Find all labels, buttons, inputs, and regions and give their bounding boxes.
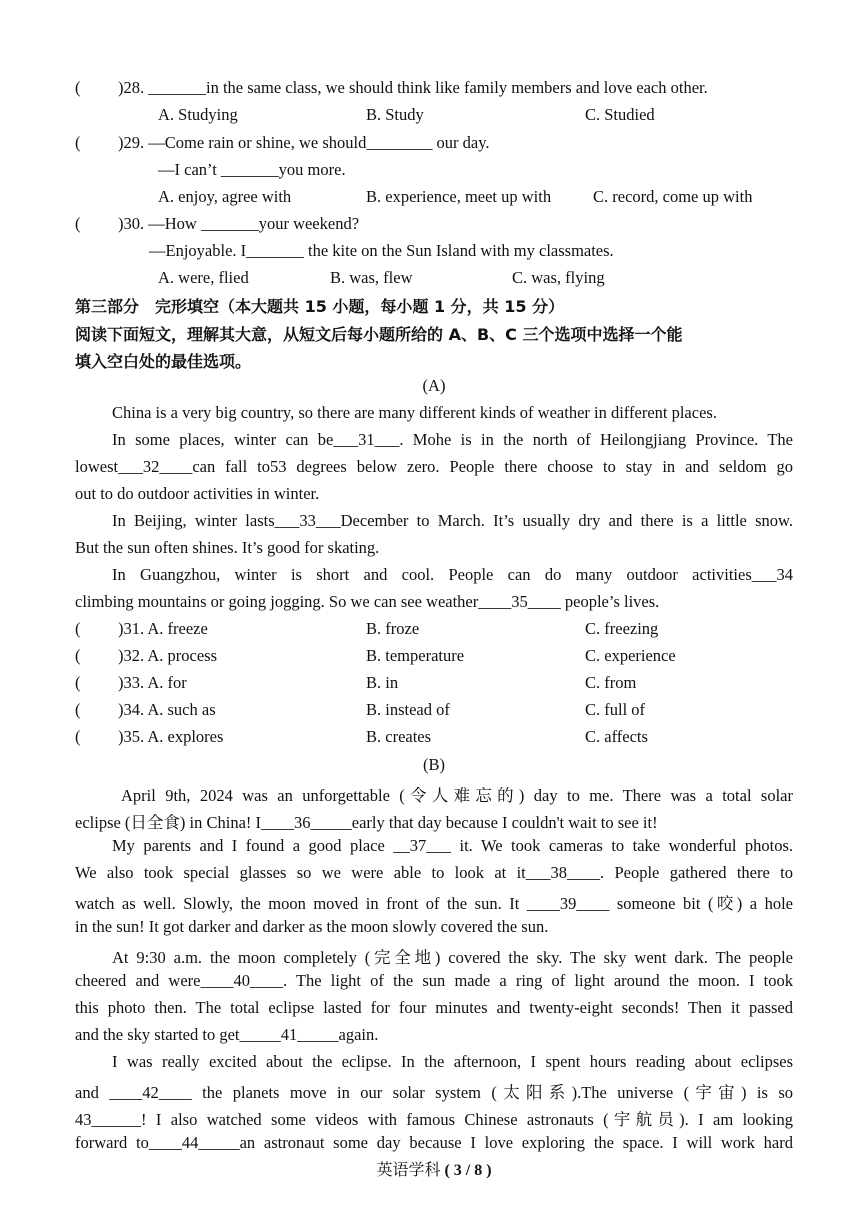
q28-option-a: A. Studying xyxy=(158,105,238,124)
passage-b-line: this photo then. The total eclipse lasted for four minutes and twenty-eight seconds! Then it passed xyxy=(75,998,793,1017)
q35-option-a: )35. A. explores xyxy=(118,727,224,746)
passage-b-line: watch as well. Slowly, the moon moved in front of the sun. It ____39____ someone bit (咬) a hole xyxy=(75,894,793,913)
passage-b-line: We also took special glasses so we were able to look at it___38____. People gathered there to xyxy=(75,863,793,882)
passage-a-line: China is a very big country, so there are many different kinds of weather in different places. xyxy=(112,403,717,422)
question-29-stem: )29. —Come rain or shine, we should________ our day. xyxy=(118,133,490,152)
q30-option-c: C. was, flying xyxy=(512,268,605,287)
passage-b-line: My parents and I found a good place __37___ it. We took cameras to take wonderful photos. xyxy=(112,836,793,855)
q32-option-b: B. temperature xyxy=(366,646,465,665)
passage-b-line: in the sun! It got darker and darker as the moon slowly covered the sun. xyxy=(75,917,549,936)
q34-option-c: C. full of xyxy=(585,700,646,719)
q33-option-c: C. from xyxy=(585,673,637,692)
passage-a-line: out to do outdoor activities in winter. xyxy=(75,484,320,503)
answer-paren-33: ( xyxy=(75,673,81,692)
q29-option-b: B. experience, meet up with xyxy=(366,187,552,206)
q32-option-a: )32. A. process xyxy=(118,646,217,665)
q28-option-c: C. Studied xyxy=(585,105,655,124)
section-3-instruction: 阅读下面短文，理解其大意，从短文后每小题所给的 A、B、C 三个选项中选择一个能 xyxy=(75,325,683,344)
passage-b-label: (B) xyxy=(423,755,445,774)
q33-option-b: B. in xyxy=(366,673,399,692)
question-29-reply: —I can’t _______you more. xyxy=(158,160,346,179)
passage-a-line: In Guangzhou, winter is short and cool. People can do many outdoor activities___34 xyxy=(112,565,793,584)
passage-b-line: At 9:30 a.m. the moon completely (完全地) covered the sky. The sky went dark. The people xyxy=(112,948,793,967)
q32-option-c: C. experience xyxy=(585,646,676,665)
footer-page-number: ( 3 / 8 ) xyxy=(444,1162,492,1179)
section-3-title: 第三部分 完形填空（本大题共 15 小题，每小题 1 分，共 15 分） xyxy=(75,297,565,316)
passage-a-line: lowest___32____can fall to53 degrees below zero. People there choose to stay in and seldom go xyxy=(75,457,793,476)
passage-a-line: But the sun often shines. It’s good for skating. xyxy=(75,538,380,557)
q33-option-a: )33. A. for xyxy=(118,673,187,692)
q30-option-b: B. was, flew xyxy=(330,268,413,287)
answer-paren-31: ( xyxy=(75,619,81,638)
passage-b-line: April 9th, 2024 was an unforgettable (令人难忘的) day to me. There was a total solar xyxy=(121,786,793,805)
passage-a-label: (A) xyxy=(422,376,446,395)
answer-paren-29: ( xyxy=(75,133,81,152)
q29-option-a: A. enjoy, agree with xyxy=(158,187,292,206)
q35-option-c: C. affects xyxy=(585,727,648,746)
question-30-stem: )30. —How _______your weekend? xyxy=(118,214,360,233)
passage-a-line: In Beijing, winter lasts___33___December to March. It’s usually dry and there is a little snow. xyxy=(112,511,793,530)
passage-a-line: climbing mountains or going jogging. So we can see weather____35____ people’s lives. xyxy=(75,592,660,611)
footer-subject: 英语学科 xyxy=(376,1162,441,1179)
q31-option-c: C. freezing xyxy=(585,619,659,638)
q31-option-b: B. froze xyxy=(366,619,420,638)
q29-option-c: C. record, come up with xyxy=(593,187,753,206)
q35-option-b: B. creates xyxy=(366,727,432,746)
answer-paren-30: ( xyxy=(75,214,81,233)
passage-a-line: In some places, winter can be___31___. Mohe is in the north of Heilongjiang Province. The xyxy=(112,430,793,449)
q34-option-a: )34. A. such as xyxy=(118,700,216,719)
question-28-stem: )28. _______in the same class, we should think like family members and love each other. xyxy=(118,78,708,97)
q34-option-b: B. instead of xyxy=(366,700,450,719)
passage-b-line: I was really excited about the eclipse. In the afternoon, I spent hours reading about eclipses xyxy=(112,1052,793,1071)
q28-option-b: B. Study xyxy=(366,105,424,124)
q30-option-a: A. were, flied xyxy=(158,268,249,287)
answer-paren-34: ( xyxy=(75,700,81,719)
answer-paren-28: ( xyxy=(75,78,81,97)
passage-b-line: and ____42____ the planets move in our solar system (太阳系).The universe (宇宙) is so xyxy=(75,1083,793,1102)
passage-b-line: and the sky started to get_____41_____again. xyxy=(75,1025,379,1044)
page-footer xyxy=(0,1157,868,1180)
passage-b-line: cheered and were____40____. The light of the sun made a ring of light around the moon. I took xyxy=(75,971,793,990)
passage-b-line: 43______! I also watched some videos with famous Chinese astronauts (宇航员). I am looking xyxy=(75,1110,793,1129)
section-3-instruction-cont: 填入空白处的最佳选项。 xyxy=(75,352,252,371)
question-30-reply: —Enjoyable. I_______ the kite on the Sun Island with my classmates. xyxy=(149,241,614,260)
passage-b-line: forward to____44_____an astronaut some day because I love exploring the space. I will work hard xyxy=(75,1133,793,1152)
answer-paren-35: ( xyxy=(75,727,81,746)
q31-option-a: )31. A. freeze xyxy=(118,619,208,638)
answer-paren-32: ( xyxy=(75,646,81,665)
passage-b-line: eclipse (日全食) in China! I____36_____early that day because I couldn't wait to see it! xyxy=(75,813,658,832)
